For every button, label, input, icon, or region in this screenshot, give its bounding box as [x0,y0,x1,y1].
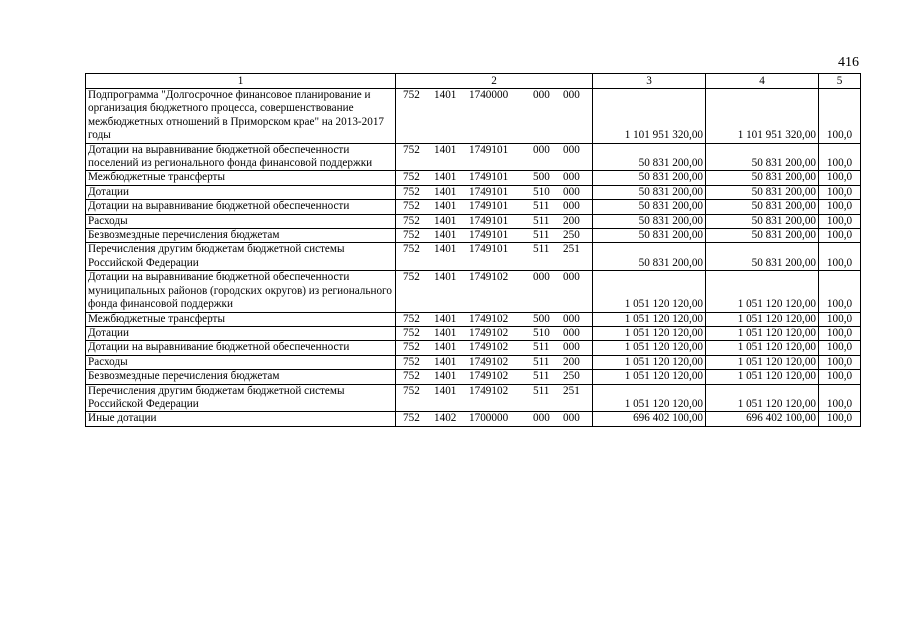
table-row [86,271,861,312]
row-codes [396,229,593,243]
budget-table [85,73,861,427]
code-kosgu: 000 [563,341,580,354]
code-expense-type: 511 [533,384,550,397]
code-expense-type: 500 [533,312,550,325]
code-expense-type: 000 [533,143,550,156]
value-col3: 1 051 120 120,00 [593,355,706,369]
value-col4: 50 831 200,00 [706,185,819,199]
value-col4: 696 402 100,00 [706,412,819,426]
code-target: 1749101 [469,200,509,213]
value-col3: 1 051 120 120,00 [593,271,706,312]
value-col3: 1 051 120 120,00 [593,341,706,355]
code-expense-type: 511 [533,229,550,242]
table-row [86,326,861,340]
value-percent: 100,0 [819,243,861,271]
header-cell-2: 2 [396,74,593,89]
code-expense-type: 511 [533,370,550,383]
row-name: Дотации [86,326,396,340]
value-percent: 100,0 [819,143,861,171]
code-ministry: 752 [403,326,420,339]
code-section: 1401 [434,355,457,368]
value-col4: 1 051 120 120,00 [706,384,819,412]
code-ministry: 752 [403,271,420,284]
header-cell-1: 1 [86,74,396,89]
value-percent: 100,0 [819,326,861,340]
value-percent: 100,0 [819,200,861,214]
row-name: Безвозмездные перечисления бюджетам [86,370,396,384]
row-name: Подпрограмма "Долгосрочное финансовое планирование и организация бюджетного процесса, совершенствование межбюджетных отношений в Приморском крае" на 2013-2017 годы [86,89,396,144]
code-kosgu: 000 [563,312,580,325]
value-col4: 1 101 951 320,00 [706,89,819,144]
row-codes [396,214,593,228]
value-col3: 50 831 200,00 [593,200,706,214]
code-target: 1749102 [469,370,509,383]
code-section: 1401 [434,214,457,227]
code-target: 1749102 [469,384,509,397]
code-section: 1401 [434,243,457,256]
row-codes [396,341,593,355]
code-section: 1401 [434,185,457,198]
value-percent: 100,0 [819,185,861,199]
value-col3: 50 831 200,00 [593,171,706,185]
code-expense-type: 511 [533,355,550,368]
code-ministry: 752 [403,243,420,256]
value-percent: 100,0 [819,89,861,144]
value-col3: 50 831 200,00 [593,143,706,171]
code-kosgu: 000 [563,143,580,156]
code-ministry: 752 [403,370,420,383]
code-section: 1401 [434,229,457,242]
code-expense-type: 511 [533,243,550,256]
header-cell-5: 5 [819,74,861,89]
row-codes [396,171,593,185]
row-name: Дотации на выравнивание бюджетной обеспеченности [86,200,396,214]
code-ministry: 752 [403,200,420,213]
value-percent: 100,0 [819,355,861,369]
row-codes [396,412,593,426]
code-section: 1401 [434,312,457,325]
value-col4: 50 831 200,00 [706,229,819,243]
row-name: Безвозмездные перечисления бюджетам [86,229,396,243]
value-col3: 50 831 200,00 [593,243,706,271]
row-name: Межбюджетные трансферты [86,312,396,326]
row-codes [396,312,593,326]
code-expense-type: 000 [533,271,550,284]
code-target: 1749101 [469,229,509,242]
code-section: 1401 [434,384,457,397]
budget-table-body [86,74,861,427]
table-row [86,384,861,412]
header-cell-3: 3 [593,74,706,89]
code-expense-type: 510 [533,326,550,339]
code-expense-type: 511 [533,214,550,227]
code-ministry: 752 [403,89,420,101]
code-section: 1401 [434,200,457,213]
value-percent: 100,0 [819,312,861,326]
code-section: 1401 [434,271,457,284]
table-row [86,214,861,228]
code-target: 1749101 [469,185,509,198]
code-ministry: 752 [403,384,420,397]
value-col3: 696 402 100,00 [593,412,706,426]
value-percent: 100,0 [819,271,861,312]
value-col3: 50 831 200,00 [593,214,706,228]
code-expense-type: 000 [533,412,550,425]
code-target: 1749102 [469,341,509,354]
row-codes [396,370,593,384]
code-expense-type: 510 [533,185,550,198]
row-name: Перечисления другим бюджетам бюджетной системы Российской Федерации [86,384,396,412]
code-kosgu: 200 [563,355,580,368]
value-col3: 1 051 120 120,00 [593,384,706,412]
value-col3: 1 051 120 120,00 [593,326,706,340]
table-row [86,370,861,384]
row-codes [396,355,593,369]
row-name: Расходы [86,214,396,228]
code-ministry: 752 [403,355,420,368]
table-row [86,341,861,355]
code-section: 1402 [434,412,457,425]
code-kosgu: 000 [563,171,580,184]
code-target: 1749102 [469,355,509,368]
code-kosgu: 000 [563,412,580,425]
row-name: Дотации на выравнивание бюджетной обеспеченности [86,341,396,355]
value-percent: 100,0 [819,412,861,426]
value-col3: 50 831 200,00 [593,185,706,199]
table-row [86,412,861,426]
code-section: 1401 [434,89,457,101]
code-expense-type: 511 [533,200,550,213]
code-kosgu: 000 [563,89,580,101]
code-kosgu: 000 [563,200,580,213]
code-target: 1749101 [469,171,509,184]
row-codes [396,243,593,271]
code-target: 1749101 [469,243,509,256]
value-col4: 50 831 200,00 [706,200,819,214]
code-ministry: 752 [403,312,420,325]
code-kosgu: 000 [563,326,580,339]
row-codes [396,89,593,144]
table-row [86,185,861,199]
code-section: 1401 [434,341,457,354]
code-kosgu: 251 [563,384,580,397]
row-codes [396,185,593,199]
table-row [86,171,861,185]
value-col3: 1 051 120 120,00 [593,370,706,384]
code-target: 1749102 [469,326,509,339]
row-codes [396,200,593,214]
table-row [86,229,861,243]
value-col3: 50 831 200,00 [593,229,706,243]
row-name: Иные дотации [86,412,396,426]
code-kosgu: 000 [563,185,580,198]
value-percent: 100,0 [819,229,861,243]
code-kosgu: 000 [563,271,580,284]
row-codes [396,326,593,340]
code-ministry: 752 [403,214,420,227]
code-expense-type: 500 [533,171,550,184]
value-col4: 50 831 200,00 [706,143,819,171]
table-row [86,200,861,214]
code-kosgu: 251 [563,243,580,256]
header-cell-4: 4 [706,74,819,89]
code-ministry: 752 [403,143,420,156]
code-target: 1740000 [469,89,509,101]
value-col4: 1 051 120 120,00 [706,341,819,355]
code-ministry: 752 [403,412,420,425]
value-col3: 1 101 951 320,00 [593,89,706,144]
value-percent: 100,0 [819,341,861,355]
code-target: 1749101 [469,214,509,227]
table-row [86,312,861,326]
value-percent: 100,0 [819,171,861,185]
value-col4: 1 051 120 120,00 [706,312,819,326]
code-ministry: 752 [403,341,420,354]
value-col4: 50 831 200,00 [706,214,819,228]
row-name: Межбюджетные трансферты [86,171,396,185]
value-col4: 1 051 120 120,00 [706,355,819,369]
row-codes [396,271,593,312]
value-col4: 50 831 200,00 [706,171,819,185]
row-name: Перечисления другим бюджетам бюджетной системы Российской Федерации [86,243,396,271]
page-number: 416 [838,55,859,70]
table-row [86,243,861,271]
code-kosgu: 200 [563,214,580,227]
code-kosgu: 250 [563,229,580,242]
row-name: Дотации [86,185,396,199]
value-col4: 1 051 120 120,00 [706,370,819,384]
table-row [86,89,861,144]
row-name: Дотации на выравнивание бюджетной обеспеченности поселений из регионального фонда финансовой поддержки [86,143,396,171]
code-kosgu: 250 [563,370,580,383]
value-col4: 1 051 120 120,00 [706,326,819,340]
code-section: 1401 [434,370,457,383]
value-col4: 50 831 200,00 [706,243,819,271]
code-ministry: 752 [403,185,420,198]
code-expense-type: 000 [533,89,550,101]
table-row [86,355,861,369]
row-codes [396,143,593,171]
row-name: Расходы [86,355,396,369]
value-percent: 100,0 [819,214,861,228]
value-col3: 1 051 120 120,00 [593,312,706,326]
code-target: 1749102 [469,271,509,284]
code-target: 1700000 [469,412,509,425]
code-section: 1401 [434,143,457,156]
code-ministry: 752 [403,171,420,184]
row-codes [396,384,593,412]
code-target: 1749102 [469,312,509,325]
code-target: 1749101 [469,143,509,156]
value-percent: 100,0 [819,370,861,384]
value-percent: 100,0 [819,384,861,412]
header-row [86,74,861,89]
code-section: 1401 [434,326,457,339]
value-col4: 1 051 120 120,00 [706,271,819,312]
row-name: Дотации на выравнивание бюджетной обеспеченности муниципальных районов (городских округов) из регионального фонда финансовой поддержки [86,271,396,312]
code-expense-type: 511 [533,341,550,354]
table-row [86,143,861,171]
code-ministry: 752 [403,229,420,242]
code-section: 1401 [434,171,457,184]
